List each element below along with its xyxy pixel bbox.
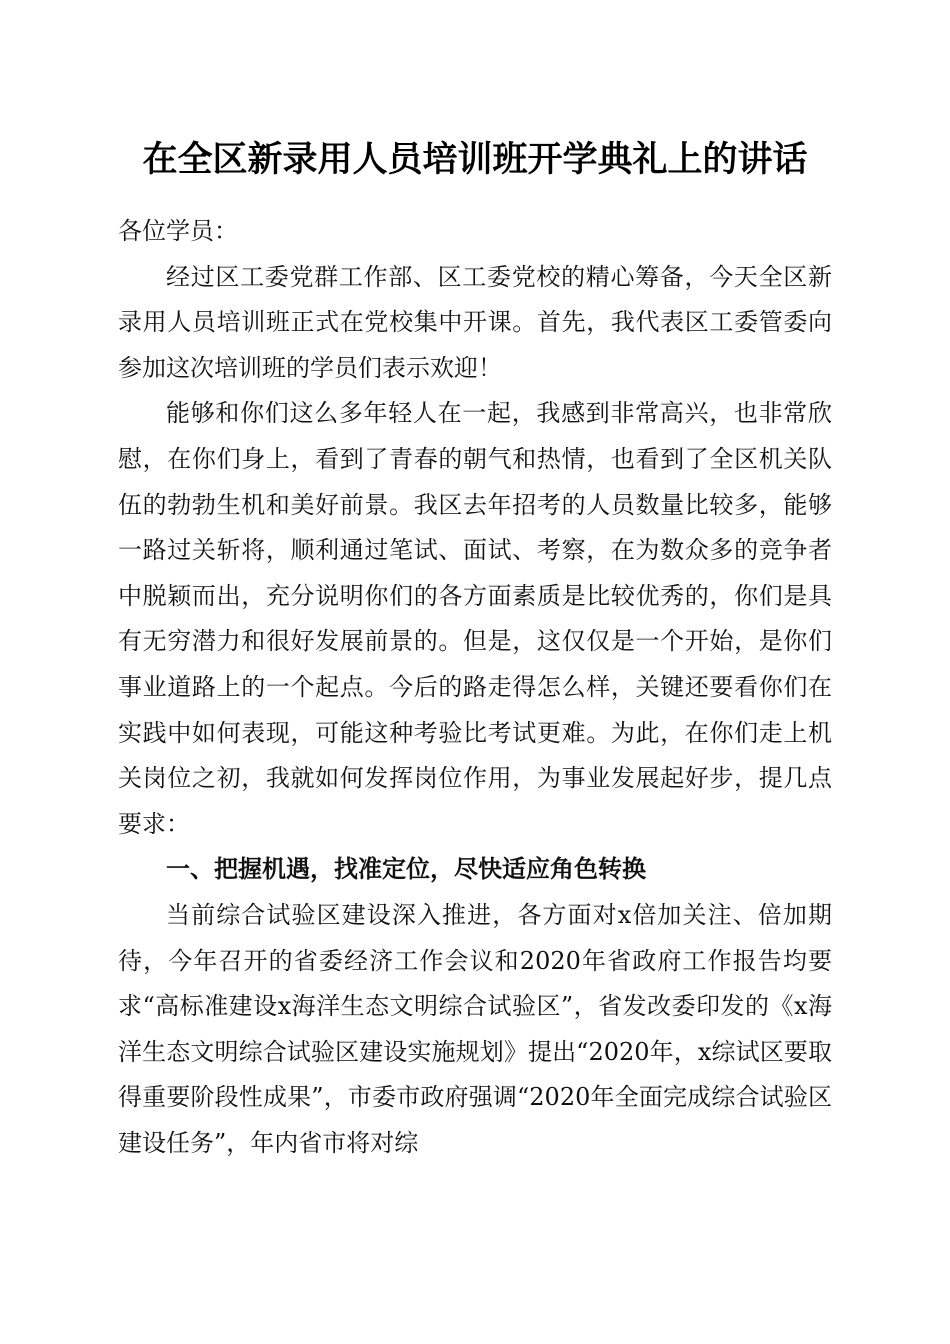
document-title: 在全区新录用人员培训班开学典礼上的讲话 bbox=[142, 139, 808, 180]
salutation: 各位学员： bbox=[118, 217, 238, 245]
paragraph-expectations: 能够和你们这么多年轻人在一起，我感到非常高兴，也非常欣慰，在你们身上，看到了青春的朝气和热情，也看到了全区机关队伍的勃勃生机和美好前景。我区去年招考的人员数量比较多，能够一路过关斩将，顺利通过笔试、面试、考察，在为数众多的竞争者中脱颖而出，充分说明你们的各方面素质是比较优秀的，你们是具有无穷潜力和很好发展前景的。但是，这仅仅是一个开始，是你们事业道路上的一个起点。今后的路走得怎么样，关键还要看你们在实践中如何表现，可能这种考验比考试更难。为此，在你们走上机关岗位之初，我就如何发挥岗位作用，为事业发展起好步，提几点要求： bbox=[118, 399, 832, 838]
section-heading: 一、把握机遇，找准定位，尽快适应角色转换 bbox=[166, 855, 646, 884]
paragraph-welcome: 经过区工委党群工作部、区工委党校的精心筹备，今天全区新录用人员培训班正式在党校集中开课。首先，我代表区工委管委向参加这次培训班的学员们表示欢迎！ bbox=[118, 262, 832, 382]
document-body bbox=[118, 209, 832, 1166]
paragraph-section-one: 当前综合试验区建设深入推进，各方面对x倍加关注、倍加期待，今年召开的省委经济工作会议和2020年省政府工作报告均要求“高标准建设x海洋生态文明综合试验区”，省发改委印发的《x海洋生态文明综合试验区建设实施规划》提出“2020年，x综试区要取得重要阶段性成果”，市委市政府强调“2020年全面完成综合试验区建设任务”，年内省市将对综 bbox=[118, 900, 832, 1157]
